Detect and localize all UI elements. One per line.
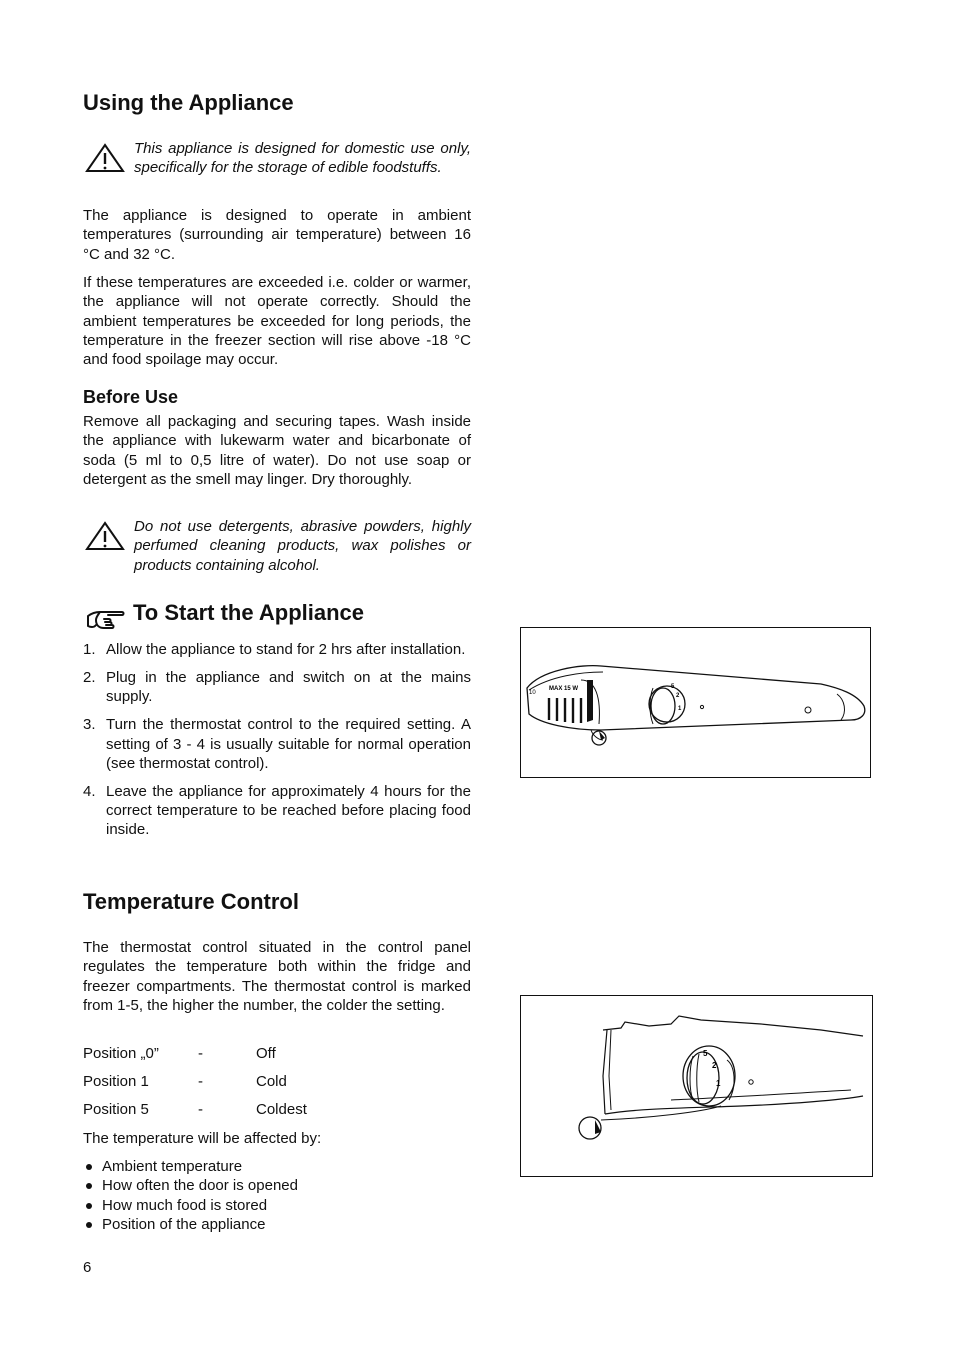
list-item: 4. Leave the appliance for approximately 4 hours for the correct temperature to be reached before placing food inside.: [83, 782, 471, 839]
paragraph-exceeded: If these temperatures are exceeded i.e. colder or warmer, the appliance will not operate correctly. Should the ambient temperatures be exceeded for long periods, the temperature in the freezer section will rise above -18 °C and food spoilage may occur.: [83, 274, 471, 369]
svg-text:2: 2: [676, 693, 680, 699]
svg-text:5: 5: [703, 1049, 708, 1058]
lamp-rating-label: MAX 15 W: [549, 686, 579, 692]
control-panel-illustration: [521, 628, 870, 777]
paragraph-ambient: The appliance is designed to operate in ambient temperatures (surrounding air temperature) between 16 °C and 32 °C.: [83, 207, 471, 263]
paragraph-before-use: Remove all packaging and securing tapes. Wash inside the appliance with lukewarm water and bicarbonate of soda (5 ml to 0,5 litre of water). Do not use soap or detergent as the smell may linger. Dry thoroughly.: [83, 413, 471, 488]
svg-text:10: 10: [529, 690, 536, 696]
section-title-before-use: Before Use: [83, 387, 179, 407]
list-item: Position of the appliance: [83, 1215, 471, 1234]
svg-text:2: 2: [712, 1061, 717, 1070]
warning-text: This appliance is designed for domestic use only, specifically for the storage of edible foodstuffs.: [134, 140, 471, 177]
warning-triangle-icon: [85, 143, 125, 173]
start-steps-list: [83, 640, 471, 848]
list-item: 2. Plug in the appliance and switch on at the mains supply.: [83, 668, 471, 706]
list-item: How often the door is opened: [83, 1176, 471, 1195]
figure-control-panel-lamp: [520, 627, 871, 778]
pointing-hand-icon: [86, 607, 126, 631]
figure-thermostat-dial: [520, 995, 873, 1177]
section-title-using: Using the Appliance: [83, 90, 294, 115]
factors-list: [83, 1157, 471, 1234]
positions-table: Position „0” - Off Position 1 - Cold Position 5 - Coldest: [83, 1045, 307, 1118]
list-item: 3. Turn the thermostat control to the required setting. A setting of 3 - 4 is usually suitable for normal operation (see thermostat control).: [83, 716, 471, 772]
paragraph-thermostat: The thermostat control situated in the control panel regulates the temperature both within the fridge and freezer compartments. The thermostat control is marked from 1-5, the higher the number, the colder the setting.: [83, 939, 471, 1014]
svg-text:1: 1: [678, 706, 682, 712]
warning-triangle-icon: [85, 521, 125, 551]
section-title-temperature: Temperature Control: [83, 889, 299, 914]
list-item: Ambient temperature: [83, 1157, 471, 1176]
warning-text: Do not use detergents, abrasive powders, highly perfumed cleaning products, wax polishes or products containing alcohol.: [134, 518, 471, 574]
svg-text:5: 5: [671, 684, 675, 690]
page-number: 6: [83, 1259, 92, 1276]
list-item: 1. Allow the appliance to stand for 2 hrs after installation.: [83, 641, 466, 658]
section-title-start: To Start the Appliance: [133, 600, 365, 625]
svg-text:1: 1: [716, 1079, 721, 1088]
thermostat-illustration: [521, 996, 872, 1176]
affected-intro: The temperature will be affected by:: [83, 1130, 322, 1147]
list-item: How much food is stored: [83, 1196, 471, 1215]
